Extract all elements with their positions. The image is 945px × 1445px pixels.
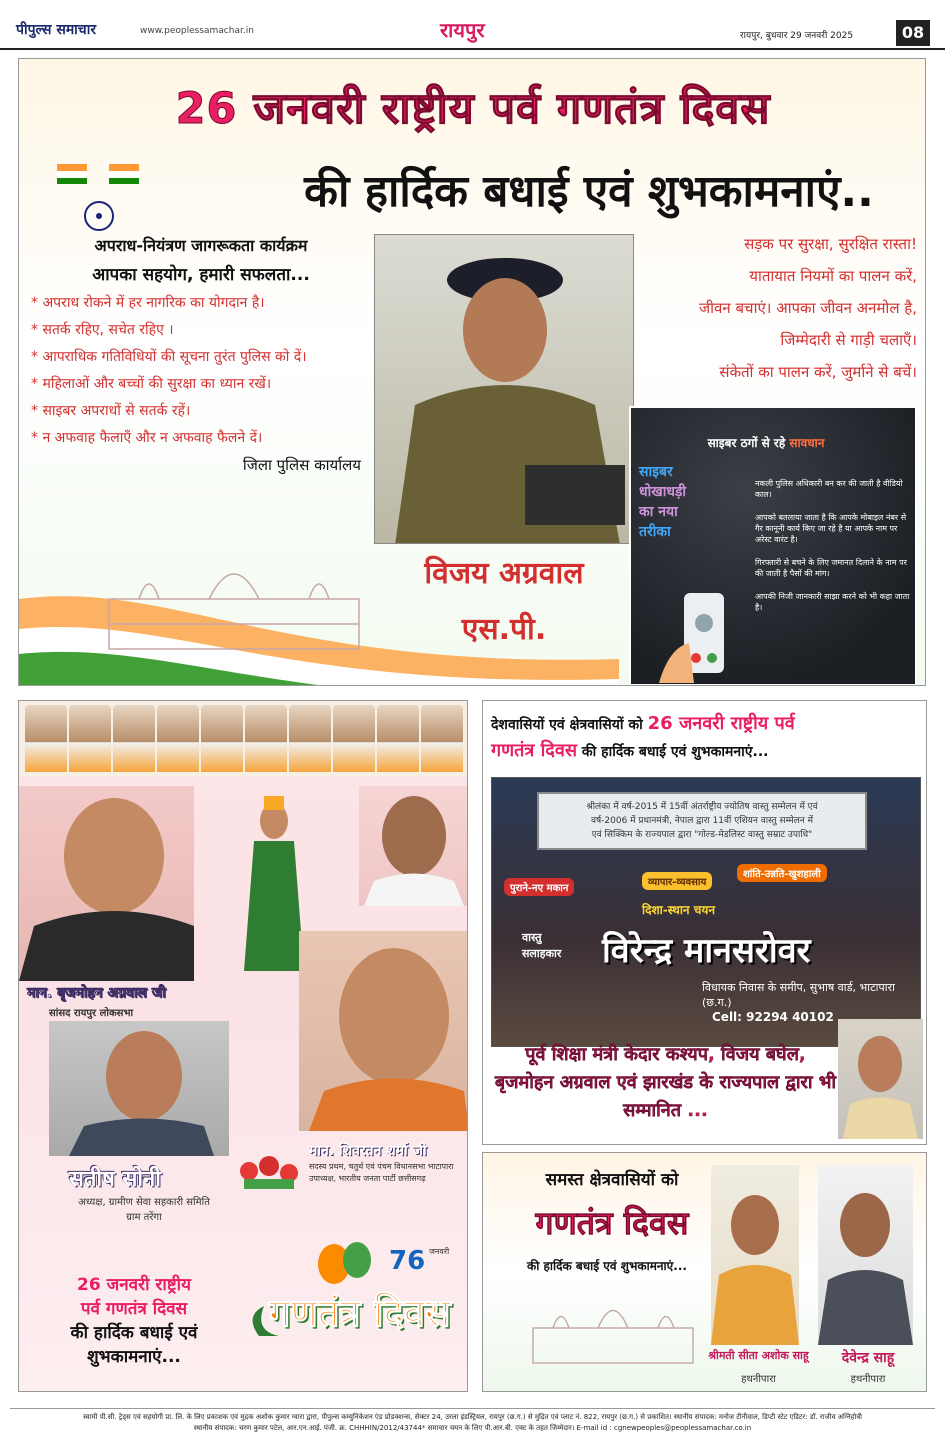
imprint-line: स्थानीय संपादक: चरण कुमार पटेल, आर.एन.आई. पंजी. क्र. CHHHIN/2012/43744* समाचार चयन के लिए पी.आर.बी. एक्ट के तहत जिम्मेदार। E-mail id : cgnewpeoples@peoplessamachar.co.in xyxy=(193,1424,752,1432)
vastu-consultant-ad xyxy=(482,700,927,1145)
cyber-points xyxy=(755,478,911,625)
board-line: श्रीलंका में वर्ष-2015 में 15वीं अंतर्राष्ट्रीय ज्योतिष वास्तु सम्मेलन में एवं xyxy=(586,802,818,812)
road-safety-line: यातायात नियमों का पालन करें, xyxy=(749,267,917,285)
portrait-sita-sahu xyxy=(711,1165,799,1345)
awareness-point: * आपराधिक गतिविधियों की सूचना तुरंत पुलिस को दें। xyxy=(31,349,307,365)
greeting-line: शुभकामनाएं... xyxy=(87,1347,181,1367)
portrait-brijmohan xyxy=(19,786,194,981)
consultant-name: विरेन्द्र मानसरोवर xyxy=(602,931,811,971)
republic-day-logo xyxy=(239,1236,464,1366)
heading-part: देशवासियों एवं क्षेत्रवासियों को xyxy=(491,717,643,733)
board-line: एवं सिक्किम के राज्यपाल द्वारा "गोल्ड-मेडलिस्ट वास्तु सम्राट उपाधि" xyxy=(591,830,813,840)
logo-number: 76 xyxy=(389,1246,426,1276)
leaders-greeting-ad xyxy=(18,700,468,1392)
vastu-ad-heading xyxy=(491,711,921,765)
consultant-address: विधायक निवास के समीप, सुभाष वार्ड, भाटापारा (छ.ग.) xyxy=(702,981,895,1009)
person-name-1: श्रीमती सीता अशोक साहू xyxy=(708,1349,809,1362)
website-url[interactable]: www.peoplessamachar.in xyxy=(140,26,254,36)
vastu-label xyxy=(522,930,561,962)
vastu-line: वास्तु xyxy=(522,931,542,944)
phone-call-icon xyxy=(649,588,749,683)
greeting-title: गणतंत्र दिवस xyxy=(535,1204,689,1242)
officer-rank: एस.पी. xyxy=(461,612,547,647)
officer-name: विजय अग्रवाल xyxy=(424,556,584,591)
leader-role-1: सांसद रायपुर लोकसभा xyxy=(49,1008,134,1019)
person-icon xyxy=(299,931,468,1131)
leader-photo xyxy=(377,705,419,772)
service-tag: व्यापार-व्यवसाय xyxy=(642,872,712,890)
person-icon xyxy=(711,1165,799,1345)
cyber-point: आपकी निजी जानकारी साझा करने को भी कहा जाता है। xyxy=(755,592,910,612)
portrait-shivratan xyxy=(299,931,468,1131)
portrait-satish xyxy=(49,1021,229,1156)
leader-name-3: सतीष सोनी xyxy=(69,1167,161,1192)
direction-label: दिशा-स्थान चयन xyxy=(642,903,716,917)
ad-headline: 26 जनवरी राष्ट्रीय पर्व गणतंत्र दिवस xyxy=(175,84,771,134)
cyber-fraud-box xyxy=(629,406,917,686)
service-tag: शांति-उन्नति-खुशहाली xyxy=(737,864,827,882)
officer-photo xyxy=(374,234,634,544)
newspaper-logo[interactable]: पीपुल्स समाचार xyxy=(16,22,97,38)
masthead xyxy=(0,0,945,50)
person-village-1: हथनीपारा xyxy=(741,1374,776,1385)
officer-portrait-icon xyxy=(375,235,634,544)
portrait-devendra-sahu xyxy=(818,1165,913,1345)
heading-part: की हार्दिक बधाई एवं शुभकामनाएं... xyxy=(581,744,769,760)
leader-role-2: सदस्य प्रथम, चतुर्थ एवं पंचम विधानसभा भाटापारा उपाध्यक्ष, भारतीय जनता पार्टी छत्तीसगढ़ xyxy=(309,1162,454,1183)
awareness-point: * अपराध रोकने में हर नागरिक का योगदान है। xyxy=(31,295,265,311)
road-safety-line: सड़क पर सुरक्षा, सुरक्षित रास्ता! xyxy=(744,235,917,253)
cyber-big-line: धोखाधड़ी xyxy=(639,484,687,500)
leader-role-3-line: अध्यक्ष, ग्रामीण सेवा सहकारी समिति xyxy=(78,1197,210,1208)
heading-highlight: 26 जनवरी राष्ट्रीय पर्व xyxy=(647,713,795,734)
crime-awareness-block xyxy=(31,234,371,475)
cyber-big-line: तरीका xyxy=(639,524,671,540)
dateline: रायपुर, बुधवार 29 जनवरी 2025 xyxy=(740,31,854,41)
vastu-line: सलाहकार xyxy=(522,947,562,960)
greeting-line: की हार्दिक बधाई एवं शुभकामनाएं... xyxy=(527,1259,687,1273)
awareness-point: * साइबर अपराधों से सतर्क रहें। xyxy=(31,403,191,419)
leader-photo xyxy=(25,705,67,772)
leader-photo xyxy=(113,705,155,772)
vastu-banner-photo xyxy=(491,777,921,1047)
leader-name-1: मान. बृजमोहन अग्रवाल जी xyxy=(27,985,166,1001)
cyber-title-warn: सावधान xyxy=(789,436,825,450)
police-office-label: जिला पुलिस कार्यालय xyxy=(242,456,361,474)
awareness-point: * न अफवाह फैलाएँ और न अफवाह फैलने दें। xyxy=(31,430,263,446)
logo-text: गणतंत्र दिवस xyxy=(269,1291,451,1335)
cyber-point: नकली पुलिस अधिकारी बन कर की जाती है वीडियो काल। xyxy=(755,479,903,499)
consultant-photo xyxy=(838,1019,923,1139)
leader-photo xyxy=(157,705,199,772)
cyber-point: गिरफ्तारी से बचने के लिए जमानत दिलाने के नाम पर की जाती है पैसों की मांग। xyxy=(755,558,907,578)
cyber-title xyxy=(651,434,881,451)
red-fort-sketch-icon xyxy=(523,1283,703,1373)
road-safety-line: जिम्मेदारी से गाड़ी चलाएँ। xyxy=(780,331,917,349)
logo-small-text: जनवरी xyxy=(429,1247,450,1256)
awareness-point: * महिलाओं और बच्चों की सुरक्षा का ध्यान रखें। xyxy=(31,376,272,392)
ad-subhead: की हार्दिक बधाई एवं शुभकामनाएं.. xyxy=(304,166,874,217)
portrait-leader-top-right xyxy=(359,786,468,906)
road-safety-line: संकेतों का पालन करें, जुर्माने से बचें। xyxy=(719,363,917,381)
cyber-title-prefix: साइबर ठगों से रहे xyxy=(707,436,786,450)
person-icon xyxy=(818,1165,913,1345)
police-republic-day-ad xyxy=(18,58,926,686)
cyber-big-line: का नया xyxy=(639,504,678,520)
person-icon xyxy=(49,1021,229,1156)
print-line-imprint xyxy=(10,1408,935,1434)
person-icon xyxy=(838,1019,923,1139)
red-fort-sketch-icon xyxy=(89,529,379,669)
residents-greeting-ad xyxy=(482,1152,927,1392)
leader-photo xyxy=(245,705,287,772)
leader-photo xyxy=(289,705,331,772)
greeting-line: समस्त क्षेत्रवासियों को xyxy=(545,1170,679,1190)
leaders-photo-strip xyxy=(19,701,468,776)
board-line: वर्ष-2006 में प्रधानमंत्री, नेपाल द्वारा 11वीं एशियन वास्तु सम्मेलन में xyxy=(590,816,814,826)
leader-photo xyxy=(333,705,375,772)
leader-photo xyxy=(201,705,243,772)
flower-bouquet-icon xyxy=(234,1151,304,1191)
cyber-point: आपको बतलाया जाता है कि आपके मोबाइल नंबर से गैर कानूनी कार्य किए जा रहे है या आपके नाम पर अरेस्ट वारंट है। xyxy=(755,513,907,544)
awareness-title: अपराध-नियंत्रण जागरूकता कार्यक्रम xyxy=(94,236,308,255)
person-name-2: देवेन्द्र साहू xyxy=(841,1350,895,1366)
greeting-text xyxy=(29,1273,239,1369)
person-village-2: हथनीपारा xyxy=(850,1374,886,1385)
leader-role-3 xyxy=(39,1195,249,1225)
person-icon xyxy=(359,786,468,906)
heading-highlight: गणतंत्र दिवस xyxy=(491,740,578,761)
road-safety-block xyxy=(639,234,917,394)
awareness-points xyxy=(31,293,371,447)
person-icon xyxy=(19,786,194,981)
imprint-line: स्वामी पी.सी. ट्रेड्स एवं सहयोगी प्रा. लि. के लिए प्रकाशक एवं मुद्रक अशोक कुमार ग्वारा द्वारा, पीपुल्स कम्युनिकेशन एंड प्रोडक्शन्स, सेक्टर 24, उरला इंडस्ट्रियल, रायपुर (छ.ग.) से मुद्रित एवं प्लाट नं. 822, रायपुर (छ.ग.) से प्रकाशित। स्थानीय संपादक: मनोज टीनीवाल, डिप्टी स्टेट एडिटर: डॉ. राजीव अग्निहोत्री xyxy=(83,1413,862,1421)
greeting-line: की हार्दिक बधाई एवं xyxy=(70,1323,198,1343)
greeting-line: पर्व गणतंत्र दिवस xyxy=(80,1299,188,1319)
consultant-phone[interactable]: Cell: 92294 40102 xyxy=(712,1010,834,1024)
awareness-subtitle: आपका सहयोग, हमारी सफलता... xyxy=(92,265,310,285)
honor-caption: पूर्व शिक्षा मंत्री केदार कश्यप, विजय बघेल, बृजमोहन अग्रवाल एवं झारखंड के राज्यपाल द्वारा भी सम्मानित ... xyxy=(494,1044,837,1121)
page-number: 08 xyxy=(896,20,930,46)
leader-photo xyxy=(69,705,111,772)
leader-name-2: मान. शिवरतन शर्मा जी xyxy=(309,1143,427,1159)
city-section-title: रायपुर xyxy=(440,18,485,42)
award-board xyxy=(537,792,867,850)
road-safety-line: जीवन बचाएं। आपका जीवन अनमोल है, xyxy=(699,299,917,317)
leader-photo xyxy=(421,705,463,772)
cyber-big-line: साइबर xyxy=(639,464,673,480)
cyber-big-text xyxy=(639,462,749,542)
leader-role-3-line: ग्राम तरेंगा xyxy=(126,1212,162,1223)
awareness-point: * सतर्क रहिए, सचेत रहिए । xyxy=(31,322,174,338)
greeting-line: 26 जनवरी राष्ट्रीय xyxy=(77,1275,191,1295)
service-tag: पुराने-नए मकान xyxy=(504,878,574,896)
